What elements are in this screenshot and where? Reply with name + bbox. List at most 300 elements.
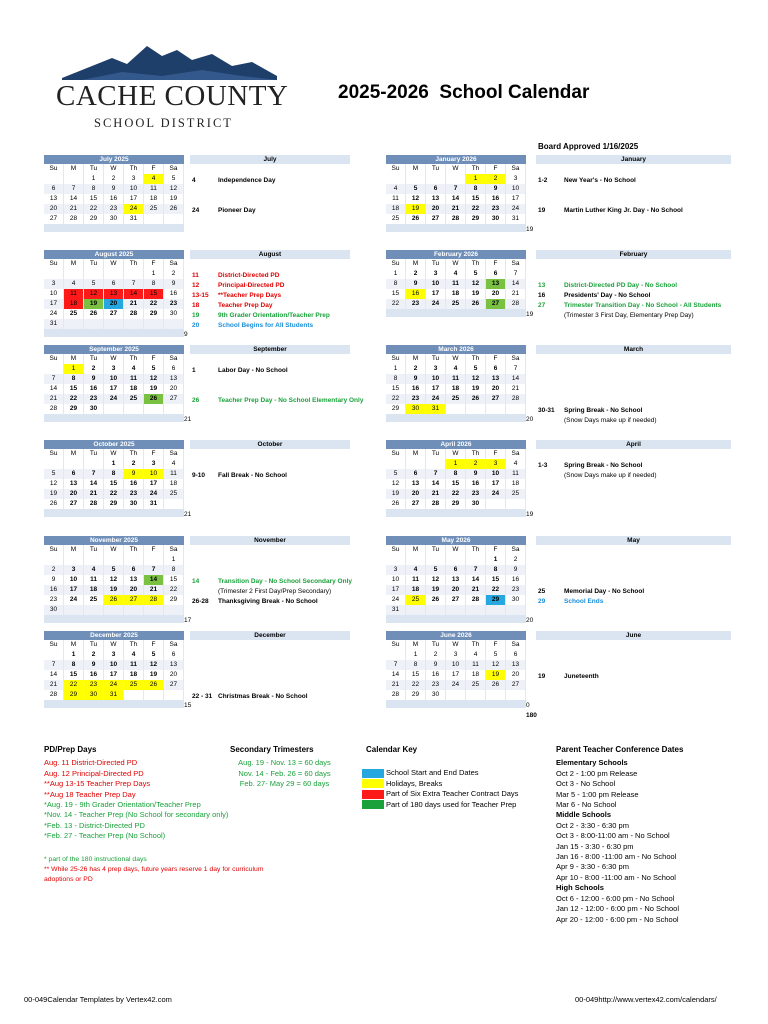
day-cell: 22	[144, 299, 164, 309]
day-cell: 21	[44, 680, 64, 690]
day-cell: 17	[124, 194, 144, 204]
weekday-label: M	[406, 259, 426, 269]
day-cell: 2	[84, 364, 104, 374]
day-cell	[144, 690, 164, 700]
day-cell: 10	[426, 279, 446, 289]
event-date: 25	[538, 588, 546, 595]
day-cell	[144, 404, 164, 414]
day-cell: 27	[486, 394, 506, 404]
weekday-label: M	[406, 545, 426, 555]
day-cell: 29	[64, 404, 84, 414]
instructional-day-count: 21	[184, 416, 192, 423]
month-events-title: November	[190, 536, 350, 545]
day-cell: 27	[486, 299, 506, 309]
month-footer-band	[386, 309, 526, 317]
weekday-label: F	[144, 354, 164, 364]
day-cell	[124, 555, 144, 565]
day-cell	[426, 459, 446, 469]
calendar-key-section	[362, 745, 552, 810]
weekday-label: W	[446, 164, 466, 174]
event-title: Memorial Day - No School	[564, 588, 645, 595]
day-cell	[426, 555, 446, 565]
month-day-grid	[386, 459, 526, 509]
day-cell: 13	[164, 374, 184, 384]
event-date: 1-2	[538, 177, 548, 184]
weekday-label: F	[144, 640, 164, 650]
day-cell: 25	[144, 204, 164, 214]
day-cell: 6	[506, 650, 526, 660]
key-swatch-icon	[362, 769, 384, 778]
month-title: December 2025	[44, 631, 184, 640]
key-swatch-icon	[362, 790, 384, 799]
day-cell: 15	[64, 670, 84, 680]
instructional-day-count: 21	[184, 511, 192, 518]
day-cell: 14	[506, 374, 526, 384]
weekday-header	[386, 354, 526, 364]
day-cell: 1	[64, 650, 84, 660]
day-cell: 19	[144, 670, 164, 680]
weekday-label: Tu	[84, 164, 104, 174]
day-cell: 8	[466, 184, 486, 194]
instructional-day-count: 20	[526, 416, 534, 423]
day-cell: 27	[124, 595, 144, 605]
day-cell: 27	[446, 595, 466, 605]
page-title: 2025-2026 School Calendar	[338, 82, 590, 103]
day-cell: 3	[104, 364, 124, 374]
day-cell: 3	[386, 565, 406, 575]
calendar-event	[192, 597, 318, 607]
day-cell: 23	[426, 680, 446, 690]
day-cell: 21	[64, 204, 84, 214]
day-cell: 12	[486, 660, 506, 670]
weekday-label: Tu	[426, 449, 446, 459]
day-cell: 23	[506, 585, 526, 595]
weekday-header	[386, 449, 526, 459]
event-title: Spring Break - No School	[564, 407, 643, 414]
day-cell: 2	[426, 650, 446, 660]
day-cell: 4	[446, 364, 466, 374]
day-cell	[386, 174, 406, 184]
day-cell: 11	[124, 660, 144, 670]
weekday-label: Sa	[506, 164, 526, 174]
month-title: May 2026	[386, 536, 526, 545]
calendar-event	[538, 311, 694, 321]
day-cell: 4	[124, 650, 144, 660]
day-cell: 30	[104, 214, 124, 224]
day-cell	[164, 214, 184, 224]
day-cell: 27	[104, 309, 124, 319]
calendar-event	[192, 206, 256, 216]
weekday-label: Su	[44, 545, 64, 555]
ptc-line: Oct 2 - 3:30 - 6:30 pm	[556, 820, 629, 830]
day-cell: 13	[64, 479, 84, 489]
key-label: Part of Six Extra Teacher Contract Days	[386, 789, 519, 799]
ptc-line: Apr 10 - 8:00 -11:00 am - No School	[556, 872, 676, 882]
day-cell: 20	[164, 384, 184, 394]
day-cell: 10	[64, 575, 84, 585]
weekday-label: Th	[124, 640, 144, 650]
event-date: 14	[192, 578, 200, 585]
day-cell: 4	[466, 650, 486, 660]
day-cell: 27	[426, 214, 446, 224]
day-cell: 8	[164, 565, 184, 575]
weekday-header	[44, 640, 184, 650]
pd-prep-item: *Feb. 27 - Teacher Prep (No School)	[44, 831, 166, 841]
event-date: 11	[192, 272, 199, 279]
day-cell	[426, 174, 446, 184]
month-right-3	[386, 440, 534, 518]
day-cell: 15	[446, 479, 466, 489]
weekday-label: Sa	[506, 640, 526, 650]
day-cell	[84, 269, 104, 279]
day-cell: 6	[486, 364, 506, 374]
day-cell: 20	[486, 384, 506, 394]
day-cell: 16	[84, 384, 104, 394]
day-cell: 24	[426, 299, 446, 309]
weekday-label: F	[486, 449, 506, 459]
day-cell: 3	[144, 459, 164, 469]
calendar-key-title: Calendar Key	[366, 745, 418, 754]
day-cell: 14	[144, 575, 164, 585]
month-day-grid	[386, 364, 526, 414]
event-title: (Trimester 3 First Day, Elementary Prep Day)	[564, 312, 694, 319]
ptc-line: Mar 5 - 1:00 pm Release	[556, 789, 639, 799]
day-cell	[64, 269, 84, 279]
calendar-event	[538, 206, 683, 216]
weekday-label: F	[144, 449, 164, 459]
weekday-label: Su	[386, 545, 406, 555]
day-cell: 8	[386, 279, 406, 289]
calendar-event	[192, 321, 313, 331]
day-cell: 30	[406, 404, 426, 414]
day-cell: 1	[386, 269, 406, 279]
day-cell: 16	[104, 194, 124, 204]
weekday-label: W	[104, 354, 124, 364]
weekday-label: W	[446, 354, 466, 364]
day-cell: 24	[506, 204, 526, 214]
day-cell: 12	[466, 374, 486, 384]
calendar-event	[192, 311, 330, 321]
trimester-section	[222, 745, 347, 790]
day-cell: 13	[104, 289, 124, 299]
event-title: Teacher Prep Day	[218, 302, 273, 309]
month-events-title: July	[190, 155, 350, 164]
weekday-label: Sa	[506, 449, 526, 459]
month-title: October 2025	[44, 440, 184, 449]
day-cell: 5	[104, 565, 124, 575]
day-cell	[144, 555, 164, 565]
day-cell: 1	[84, 174, 104, 184]
day-cell	[446, 690, 466, 700]
day-cell: 1	[144, 269, 164, 279]
event-title: School Begins for All Students	[218, 322, 314, 329]
day-cell: 17	[426, 384, 446, 394]
day-cell: 22	[386, 299, 406, 309]
day-cell	[466, 404, 486, 414]
footer-right: 00-049http://www.vertex42.com/calendars/	[575, 995, 717, 1004]
day-cell: 15	[144, 289, 164, 299]
day-cell: 2	[406, 364, 426, 374]
day-cell: 10	[486, 469, 506, 479]
month-day-grid	[386, 650, 526, 700]
day-cell: 15	[104, 479, 124, 489]
event-date: 26-28	[192, 598, 209, 605]
event-date: 19	[192, 312, 200, 319]
day-cell: 29	[104, 499, 124, 509]
day-cell	[406, 174, 426, 184]
calendar-key-item	[362, 789, 552, 799]
ptc-line: Jan 15 - 3:30 - 6:30 pm	[556, 841, 634, 851]
day-cell: 15	[466, 194, 486, 204]
day-cell: 27	[64, 499, 84, 509]
event-title: New Year's - No School	[564, 177, 636, 184]
event-title: (Snow Days make up if needed)	[564, 417, 657, 424]
day-cell: 25	[164, 489, 184, 499]
day-cell	[486, 605, 506, 615]
month-right-4	[386, 536, 534, 624]
weekday-label: Sa	[506, 545, 526, 555]
day-cell: 8	[386, 374, 406, 384]
day-cell: 23	[124, 489, 144, 499]
day-cell: 12	[84, 289, 104, 299]
month-footer-band	[44, 700, 184, 708]
day-cell: 21	[144, 585, 164, 595]
month-day-grid	[44, 269, 184, 329]
day-cell: 16	[44, 585, 64, 595]
footer-left: 00-049Calendar Templates by Vertex42.com	[24, 995, 172, 1004]
day-cell: 6	[164, 364, 184, 374]
day-cell: 23	[104, 204, 124, 214]
event-title: Transition Day - No School Secondary Only	[218, 578, 352, 585]
day-cell: 19	[466, 384, 486, 394]
day-cell: 17	[64, 585, 84, 595]
day-cell: 29	[386, 404, 406, 414]
month-day-grid	[386, 555, 526, 615]
day-cell: 4	[144, 174, 164, 184]
calendar-key-item	[362, 800, 552, 810]
weekday-header	[44, 164, 184, 174]
weekday-label: Su	[386, 449, 406, 459]
day-cell: 14	[124, 289, 144, 299]
weekday-label: Tu	[84, 354, 104, 364]
day-cell: 1	[64, 364, 84, 374]
day-cell: 25	[124, 394, 144, 404]
day-cell: 23	[84, 680, 104, 690]
month-events-title: March	[536, 345, 731, 354]
day-cell: 28	[144, 595, 164, 605]
day-cell: 14	[44, 670, 64, 680]
day-cell: 9	[506, 565, 526, 575]
day-cell	[406, 555, 426, 565]
instructional-day-count: 9	[184, 331, 188, 338]
weekday-label: Sa	[164, 545, 184, 555]
event-date: 1-3	[538, 462, 548, 469]
weekday-label: F	[144, 259, 164, 269]
day-cell: 8	[104, 469, 124, 479]
day-cell	[446, 174, 466, 184]
day-cell: 6	[124, 565, 144, 575]
day-cell: 24	[104, 394, 124, 404]
key-label: Holidays, Breaks	[386, 778, 443, 788]
total-day-count: 180	[526, 712, 537, 719]
weekday-label: M	[64, 640, 84, 650]
weekday-label: Tu	[84, 259, 104, 269]
key-label: School Start and End Dates	[386, 768, 479, 778]
weekday-header	[386, 545, 526, 555]
ptc-line: Jan 12 - 12:00 - 6:00 pm - No School	[556, 904, 679, 914]
day-cell: 7	[84, 469, 104, 479]
day-cell: 15	[386, 289, 406, 299]
day-cell: 29	[144, 309, 164, 319]
day-cell: 23	[406, 394, 426, 404]
day-cell: 14	[44, 384, 64, 394]
day-cell	[44, 459, 64, 469]
day-cell: 9	[426, 660, 446, 670]
day-cell: 8	[84, 184, 104, 194]
pd-note: ** While 25-26 has 4 prep days, future years reserve 1 day for curriculum adoptions or PD	[44, 866, 264, 884]
day-cell: 24	[426, 394, 446, 404]
day-cell: 26	[386, 499, 406, 509]
day-cell: 15	[406, 670, 426, 680]
day-cell: 1	[104, 459, 124, 469]
day-cell: 22	[386, 394, 406, 404]
month-footer-band	[386, 509, 526, 517]
day-cell	[466, 555, 486, 565]
weekday-label: Tu	[84, 545, 104, 555]
month-footer-band	[386, 700, 526, 708]
calendar-event	[192, 176, 275, 186]
month-title: April 2026	[386, 440, 526, 449]
day-cell: 19	[104, 585, 124, 595]
day-cell	[124, 319, 144, 329]
day-cell: 19	[406, 204, 426, 214]
event-date: 9-10	[192, 472, 206, 479]
day-cell: 26	[466, 394, 486, 404]
day-cell: 26	[164, 204, 184, 214]
day-cell: 24	[124, 204, 144, 214]
day-cell: 28	[44, 404, 64, 414]
day-cell: 31	[44, 319, 64, 329]
pd-notes	[44, 855, 264, 886]
day-cell: 12	[44, 479, 64, 489]
ptc-line: Oct 3 - 8:00-11:00 am - No School	[556, 831, 670, 841]
day-cell: 10	[446, 660, 466, 670]
day-cell: 26	[144, 394, 164, 404]
calendar-event	[192, 692, 308, 702]
day-cell	[164, 319, 184, 329]
month-day-grid	[44, 364, 184, 414]
day-cell: 19	[164, 194, 184, 204]
day-cell: 2	[164, 269, 184, 279]
day-cell: 4	[506, 459, 526, 469]
day-cell	[486, 690, 506, 700]
day-cell: 25	[446, 394, 466, 404]
day-cell: 4	[406, 565, 426, 575]
day-cell	[386, 555, 406, 565]
trimester-title: Secondary Trimesters	[230, 745, 314, 754]
day-cell: 14	[426, 479, 446, 489]
day-cell: 18	[386, 204, 406, 214]
weekday-label: F	[486, 640, 506, 650]
month-day-grid	[44, 174, 184, 224]
day-cell: 9	[466, 469, 486, 479]
day-cell	[144, 605, 164, 615]
day-cell: 21	[386, 680, 406, 690]
day-cell: 10	[104, 660, 124, 670]
calendar-event	[192, 281, 284, 291]
weekday-label: Tu	[426, 164, 446, 174]
day-cell	[446, 605, 466, 615]
day-cell: 9	[406, 374, 426, 384]
weekday-header	[44, 545, 184, 555]
day-cell: 5	[386, 469, 406, 479]
day-cell: 23	[406, 299, 426, 309]
calendar-event	[538, 672, 599, 682]
month-left-0	[44, 155, 184, 232]
day-cell	[64, 459, 84, 469]
month-events-title: January	[536, 155, 731, 164]
day-cell: 26	[144, 680, 164, 690]
weekday-label: W	[104, 164, 124, 174]
day-cell	[386, 459, 406, 469]
day-cell: 6	[104, 279, 124, 289]
event-date: 22 - 31	[192, 693, 213, 700]
day-cell: 29	[406, 690, 426, 700]
day-cell: 14	[446, 194, 466, 204]
ptc-line: Apr 9 - 3:30 - 6:30 pm	[556, 862, 629, 872]
day-cell: 29	[446, 499, 466, 509]
day-cell: 6	[64, 469, 84, 479]
day-cell: 22	[466, 204, 486, 214]
day-cell: 12	[406, 194, 426, 204]
weekday-label: F	[486, 164, 506, 174]
day-cell	[104, 319, 124, 329]
day-cell: 5	[144, 650, 164, 660]
day-cell: 8	[446, 469, 466, 479]
month-events-title: June	[536, 631, 731, 640]
ptc-section	[556, 745, 756, 925]
day-cell: 6	[44, 184, 64, 194]
instructional-day-count: 19	[526, 311, 534, 318]
day-cell: 13	[446, 575, 466, 585]
weekday-label: Th	[124, 259, 144, 269]
instructional-day-count: 0	[526, 702, 530, 709]
event-date: 20	[192, 322, 200, 329]
event-title: District-Directed PD Day - No School	[564, 282, 678, 289]
day-cell: 1	[164, 555, 184, 565]
day-cell: 22	[64, 680, 84, 690]
weekday-label: W	[446, 259, 466, 269]
day-cell: 27	[164, 680, 184, 690]
weekday-label: Sa	[164, 259, 184, 269]
month-events-title: February	[536, 250, 731, 259]
day-cell: 15	[486, 575, 506, 585]
day-cell: 17	[486, 479, 506, 489]
day-cell: 25	[386, 214, 406, 224]
day-cell: 3	[426, 364, 446, 374]
district-logo	[52, 36, 289, 146]
day-cell	[466, 605, 486, 615]
day-cell: 20	[406, 489, 426, 499]
day-cell: 29	[466, 214, 486, 224]
day-cell	[124, 269, 144, 279]
day-cell: 5	[466, 269, 486, 279]
day-cell: 17	[426, 289, 446, 299]
day-cell: 2	[506, 555, 526, 565]
day-cell: 11	[124, 374, 144, 384]
day-cell: 20	[486, 289, 506, 299]
day-cell: 19	[84, 299, 104, 309]
